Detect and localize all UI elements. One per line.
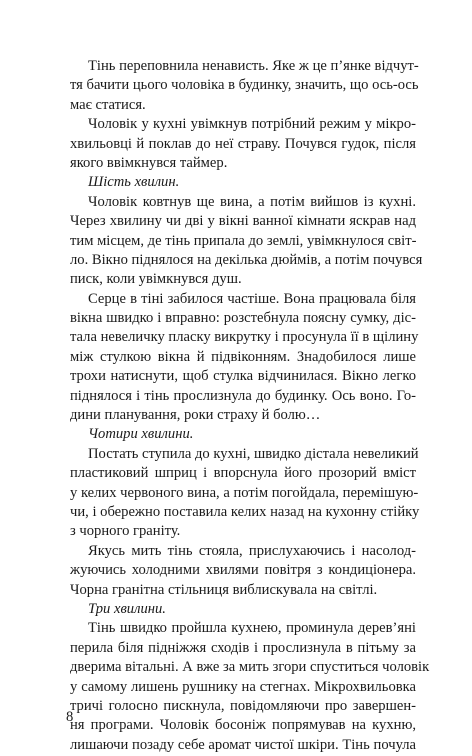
text-line: дини планування, роки страху й болю… [70, 407, 321, 424]
text-line: Тінь переповнила ненависть. Яке ж це п’янке відчут- [88, 58, 419, 74]
text-line: між стулкою вікна й підвіконням. Знадобилося лише [70, 348, 416, 365]
text-line: Шість хвилин. [88, 174, 180, 191]
text-line: вікна швидко і вправно: розстебнула поясну сумку, діс- [70, 310, 416, 327]
text-line: трохи натиснути, щоб стулка відчинилася. Вікно легко [70, 368, 416, 385]
text-line: Тінь швидко пройшла кухнею, проминула дерев’яні [88, 620, 416, 637]
paragraph [70, 57, 419, 115]
text-line: ня програми. Чоловік босоніж попрямував на кухню, [70, 717, 416, 734]
text-line: жуючись холодними хвилями повітря з кондиціонера. [70, 562, 416, 579]
text-line: Через хвилину чи дві у вікні ванної кімнати яскрав над [70, 213, 416, 230]
section-time-marker [70, 425, 416, 444]
paragraph [70, 445, 420, 542]
text-line: перила біля підніжжя сходів і прослизнула в пітьму за [70, 639, 416, 656]
text-line: піднялося і тінь прослизнула до будинку. Ось воно. Го- [70, 387, 416, 404]
paragraph [70, 542, 416, 600]
body-text [70, 57, 430, 755]
paragraph [70, 115, 416, 173]
text-line: ло. Вікно піднялося на декілька дюймів, а потім почувся [70, 251, 423, 268]
text-line: тя бачити цього чоловіка в будинку, значить, що ось-ось [70, 77, 419, 94]
text-line: дверима вітальні. А вже за мить згори спуститься чоловік [70, 659, 430, 676]
text-line: хвильовці й поклав до неї страву. Почувся гудок, після [70, 135, 416, 152]
text-line: Чоловік ковтнув ще вина, а потім вийшов із кухні. [88, 193, 416, 210]
text-line: тричі голосно пискнула, повідомляючи про завершен- [70, 697, 416, 714]
text-line: Чорна гранітна стільниця виблискувала на світлі. [70, 581, 378, 598]
text-line: тим місцем, де тінь припала до землі, увімкнулося світ- [70, 232, 417, 249]
text-line: Чоловік у кухні увімкнув потрібний режим у мікро- [88, 116, 416, 133]
text-line: чи, і обережно поставила келих назад на кухонну стійку [70, 503, 420, 520]
paragraph [70, 619, 430, 755]
paragraph [70, 193, 423, 290]
text-line: Постать ступила до кухні, швидко дістала невеликий [88, 445, 419, 462]
text-line: тала невеличку пласку викрутку і просунула її в щілину [70, 329, 419, 346]
text-line: якого ввімкнувся таймер. [70, 154, 228, 171]
text-line: лишаючи позаду себе аромат чистої шкіри. Тінь почула [70, 736, 416, 753]
text-line: з чорного граніту. [70, 523, 181, 540]
text-line: писк, коли увімкнувся душ. [70, 271, 242, 288]
text-line: Серце в тіні забилося частіше. Вона працювала біля [88, 290, 416, 307]
text-line: у самому лишень рушнику на стегнах. Мікрохвильовка [70, 678, 416, 695]
text-line: має статися. [70, 96, 146, 113]
text-line: Якусь мить тінь стояла, прислухаючись і насолод- [88, 542, 416, 559]
section-time-marker [70, 173, 416, 192]
paragraph [70, 290, 419, 426]
text-line: пластиковий шприц і впорснула його прозорий вміст [70, 465, 416, 482]
text-line: Чотири хвилини. [88, 426, 194, 443]
text-line: у келих червоного вина, а потім погойдала, перемішую- [70, 484, 419, 501]
section-time-marker [70, 600, 416, 619]
page-number: 8 [66, 709, 74, 725]
text-line: Три хвилини. [88, 600, 166, 617]
